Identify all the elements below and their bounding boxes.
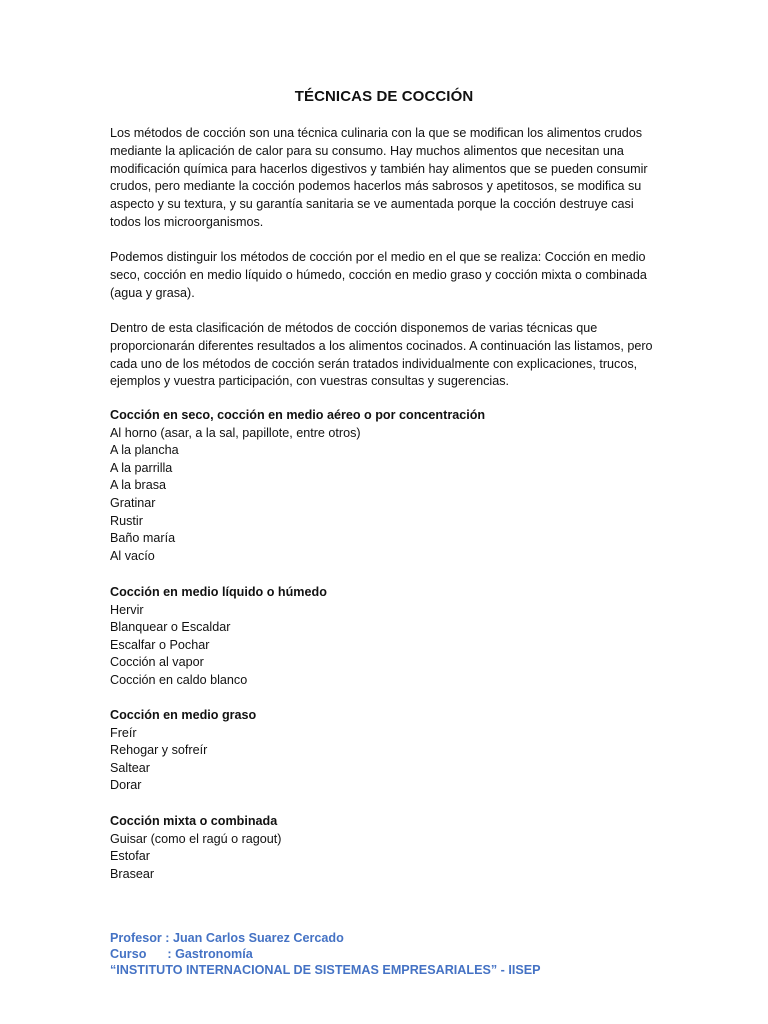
list-item: Brasear [110, 866, 155, 881]
section-liquid-cooking [110, 584, 658, 690]
list-item: Blanquear o Escaldar [110, 620, 231, 635]
list-item: Escalfar o Pochar [110, 637, 210, 652]
list-item: Rustir [110, 513, 143, 528]
footer-institute: “INSTITUTO INTERNACIONAL DE SISTEMAS EMPRESARIALES” - IISEP [110, 963, 541, 977]
list-item: Freír [110, 725, 137, 740]
list-item: Estofar [110, 849, 150, 864]
technique-list [110, 602, 658, 690]
list-item: Guisar (como el ragú o ragout) [110, 831, 282, 846]
section-heading: Cocción mixta o combinada [110, 814, 278, 828]
list-item: Dorar [110, 778, 142, 793]
list-item: Saltear [110, 760, 150, 775]
list-item: Gratinar [110, 495, 156, 510]
document-page [110, 0, 658, 1024]
section-dry-cooking [110, 407, 658, 565]
list-item: Al horno (asar, a la sal, papillote, entre otros) [110, 425, 361, 440]
section-heading: Cocción en seco, cocción en medio aéreo o por concentración [110, 408, 486, 422]
list-item: Baño maría [110, 531, 176, 546]
technique-list [110, 425, 658, 566]
document-title: TÉCNICAS DE COCCIÓN [294, 88, 474, 105]
technique-list [110, 725, 658, 795]
document-footer [110, 930, 658, 978]
list-item: A la brasa [110, 478, 167, 493]
section-heading: Cocción en medio líquido o húmedo [110, 585, 327, 599]
paragraph-techniques [110, 320, 658, 391]
section-mixed-cooking [110, 813, 658, 883]
paragraph-classification [110, 249, 658, 302]
section-heading: Cocción en medio graso [110, 708, 257, 722]
list-item: Rehogar y sofreír [110, 743, 208, 758]
footer-course: Curso : Gastronomía [110, 947, 253, 961]
list-item: Al vacío [110, 548, 155, 563]
paragraph-text: Dentro de esta clasificación de métodos de cocción disponemos de varias técnicas que proporcionarán diferentes resultados a los alimentos cocinados. A continuación las listamos, pero cada uno de los métodos de cocción serán tratados individualmente con explicaciones, trucos, ejemplos y vuestra participación, con vuestras consultas y sugerencias. [110, 321, 653, 389]
list-item: A la plancha [110, 443, 179, 458]
list-item: Cocción en caldo blanco [110, 672, 248, 687]
technique-list [110, 831, 658, 884]
footer-professor: Profesor : Juan Carlos Suarez Cercado [110, 931, 344, 945]
list-item: A la parrilla [110, 460, 173, 475]
paragraph-intro [110, 125, 658, 232]
paragraph-text: Los métodos de cocción son una técnica culinaria con la que se modifican los alimentos crudos mediante la aplicación de calor para su consumo. Hay muchos alimentos que necesitan una modificación química para hacerlos digestivos y también hay alimentos que se pueden consumir crudos, pero mediante la cocción podemos hacerlos más sabrosos y apetitosos, se modifica su aspecto y su textura, y su garantía sanitaria se ve aumentada porque la cocción destruye casi todos los microorganismos. [110, 126, 648, 229]
paragraph-text: Podemos distinguir los métodos de cocción por el medio en el que se realiza: Cocción en medio seco, cocción en medio líquido o húmedo, cocción en medio graso y cocción mixta o combinada (agua y grasa). [110, 250, 647, 300]
list-item: Hervir [110, 602, 144, 617]
section-fat-cooking [110, 707, 658, 795]
list-item: Cocción al vapor [110, 655, 204, 670]
